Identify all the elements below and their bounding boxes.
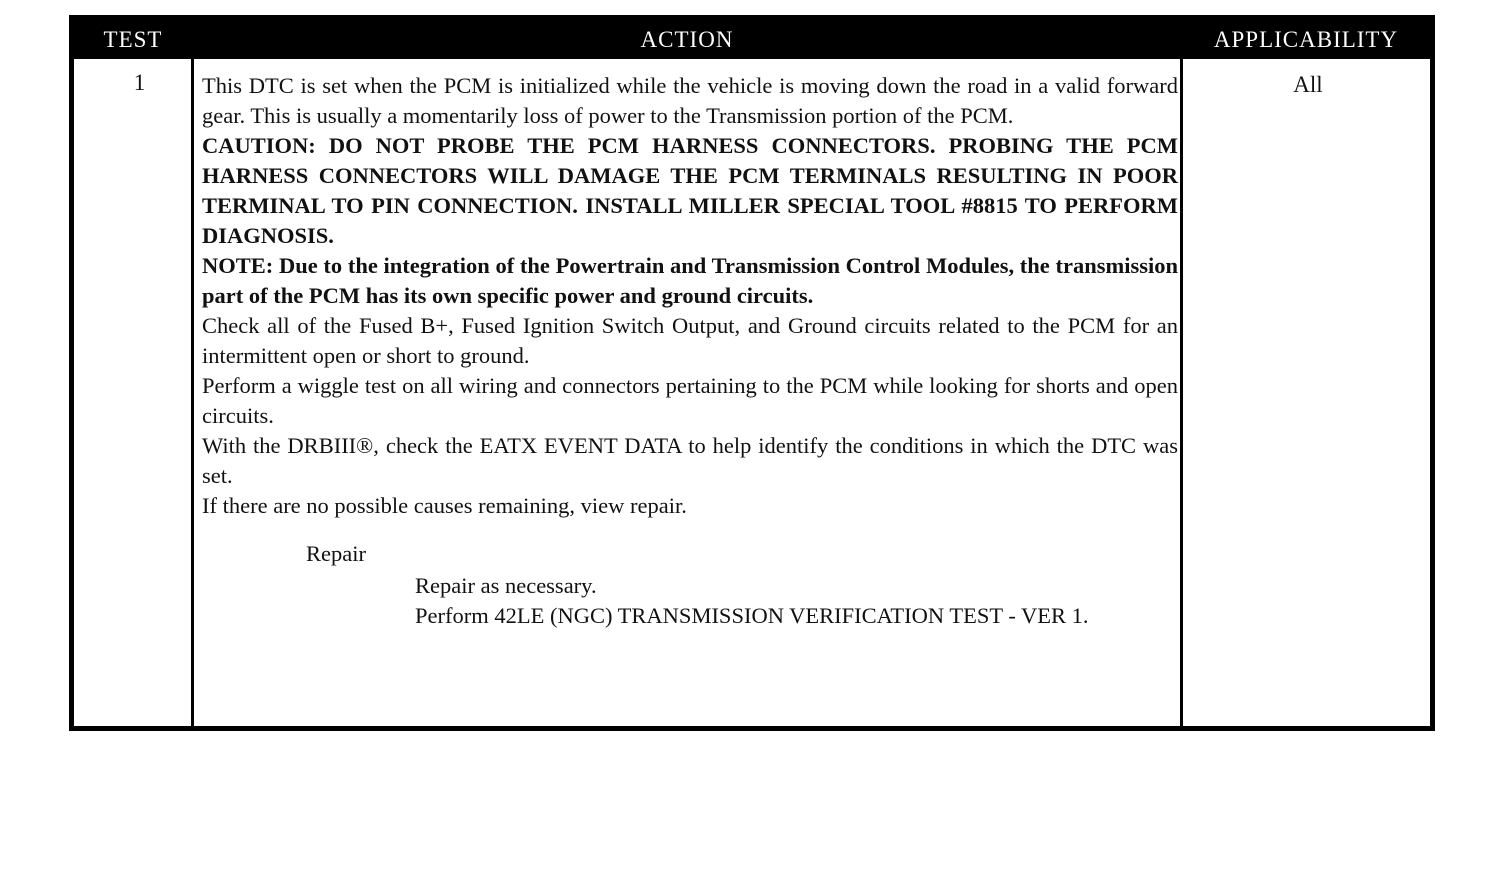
table-header	[74, 20, 1430, 59]
repair-step: Perform 42LE (NGC) TRANSMISSION VERIFICATION TEST - VER 1.	[415, 603, 1089, 628]
no-causes-text: If there are no possible causes remaining, view repair.	[202, 493, 687, 518]
column-divider	[191, 59, 194, 726]
check-circuits-text: Check all of the Fused B+, Fused Ignition Switch Output, and Ground circuits related to the PCM for an intermittent open or short to ground.	[202, 313, 1178, 368]
header-test: TEST	[103, 27, 163, 52]
header-action: ACTION	[640, 27, 734, 52]
repair-label: Repair	[306, 541, 366, 566]
header-applicability: APPLICABILITY	[1213, 27, 1399, 52]
event-data-text: With the DRBIII®, check the EATX EVENT DATA to help identify the conditions in which the DTC was set.	[202, 433, 1178, 488]
note-text: NOTE: Due to the integration of the Powertrain and Transmission Control Modules, the transmission part of the PCM has its own specific power and ground circuits.	[202, 253, 1178, 308]
test-number: 1	[133, 70, 146, 95]
action-cell	[202, 71, 1178, 631]
applicability-value: All	[1293, 72, 1323, 97]
diagnostic-table	[69, 15, 1435, 731]
caution-text: CAUTION: DO NOT PROBE THE PCM HARNESS CONNECTORS. PROBING THE PCM HARNESS CONNECTORS WILL DAMAGE THE PCM TERMINALS RESULTING IN POOR TERMINAL TO PIN CONNECTION. INSTALL MILLER SPECIAL TOOL #8815 TO PERFORM DIAGNOSIS.	[202, 133, 1178, 248]
repair-step: Repair as necessary.	[415, 573, 597, 598]
action-intro: This DTC is set when the PCM is initialized while the vehicle is moving down the road in a valid forward gear. This is usually a momentarily loss of power to the Transmission portion of the PCM.	[202, 73, 1178, 128]
wiggle-test-text: Perform a wiggle test on all wiring and connectors pertaining to the PCM while looking for shorts and open circuits.	[202, 373, 1178, 428]
column-divider	[1180, 59, 1183, 726]
repair-steps	[415, 571, 1178, 631]
